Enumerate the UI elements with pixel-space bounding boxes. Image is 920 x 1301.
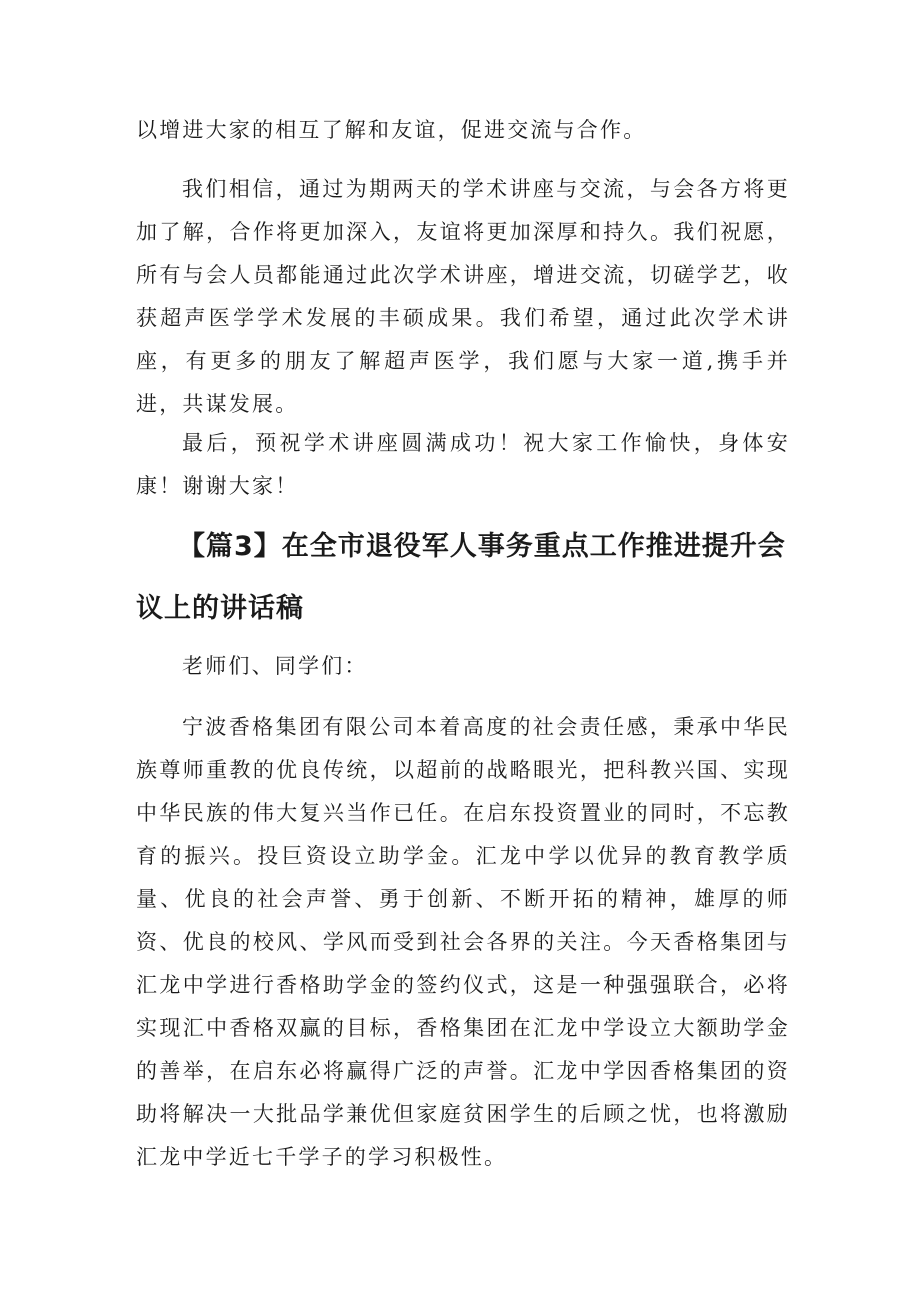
paragraph-continuation: 以增进大家的相互了解和友谊，促进交流与合作。: [136, 118, 647, 142]
paragraph-closing: 最后，预祝学术讲座圆满成功！祝大家工作愉快，身体安康！谢谢大家！: [136, 431, 790, 498]
paragraph-belief: 我们相信，通过为期两天的学术讲座与交流，与会各方将更加了解，合作将更加深入，友谊将更加深厚和持久。我们祝愿，所有与会人员都能通过此次学术讲座，增进交流，切磋学艺，收获超声医学学术发展的丰硕成果。我们希望，通过此次学术讲座，有更多的朋友了解超声医学，我们愿与大家一道,携手并进，共谋发展。: [136, 177, 790, 416]
salutation: 老师们、同学们：: [182, 654, 368, 678]
section-heading: 【篇3】在全市退役军人事务重点工作推进提升会议上的讲话稿: [136, 531, 786, 624]
paragraph-body: 宁波香格集团有限公司本着高度的社会责任感，秉承中华民族尊师重教的优良传统，以超前的战略眼光，把科教兴国、实现中华民族的伟大复兴当作已任。在启东投资置业的同时，不忘教育的振兴。投巨资设立助学金。汇龙中学以优异的教育教学质量、优良的社会声誉、勇于创新、不断开拓的精神，雄厚的师资、优良的校风、学风而受到社会各界的关注。今天香格集团与汇龙中学进行香格助学金的签约仪式，这是一种强强联合，必将实现汇中香格双赢的目标，香格集团在汇龙中学设立大额助学金的善举，在启东必将赢得广泛的声誉。汇龙中学因香格集团的资助将解决一大批品学兼优但家庭贫困学生的后顾之忧，也将激励汇龙中学近七千学子的学习积极性。: [136, 715, 790, 1169]
